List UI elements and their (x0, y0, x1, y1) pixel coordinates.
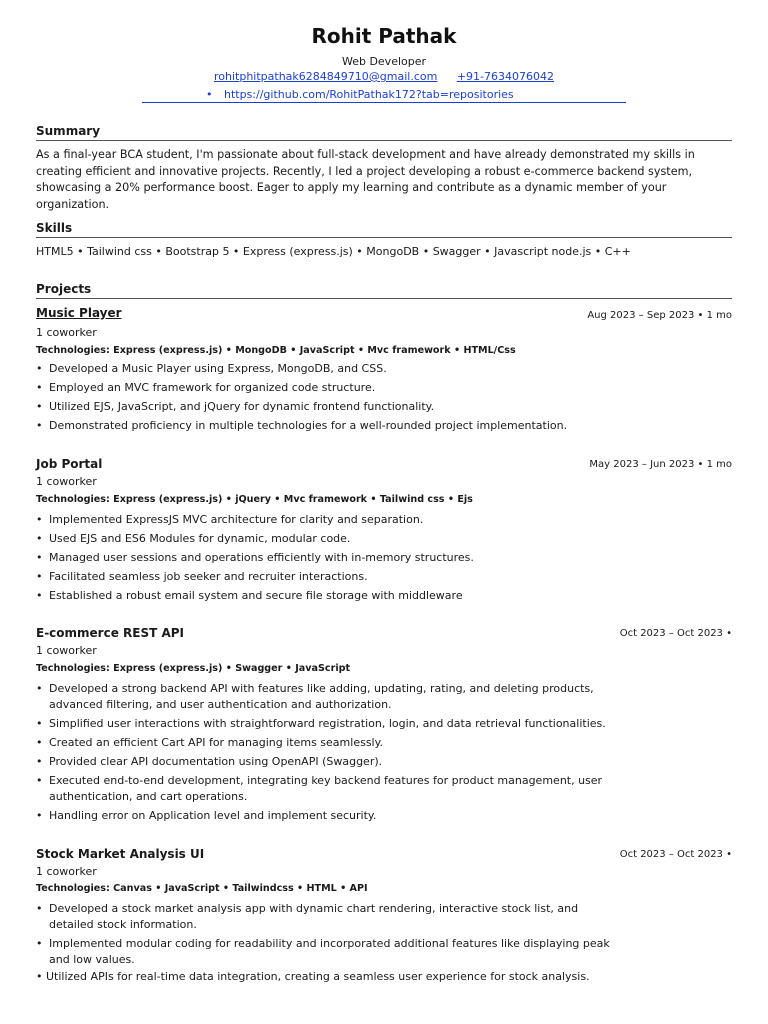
bullet-text: Facilitated seamless job seeker and recruiter interactions. (49, 570, 368, 583)
project-coworker: 1 coworker (36, 475, 97, 488)
list-item: • Executed end-to-end development, integrating key backend features for product management, user authentication, and cart operations. (36, 774, 603, 803)
project-bullets (36, 681, 616, 827)
list-item: • Facilitated seamless job seeker and recruiter interactions. (36, 570, 368, 583)
skills-text: HTML5 • Tailwind css • Bootstrap 5 • Express (express.js) • MongoDB • Swagger • Javascript node.js • C++ (36, 245, 631, 258)
project-technologies: Technologies: Express (express.js) • jQuery • Mvc framework • Tailwind css • Ejs (36, 494, 473, 505)
project-bullets (36, 901, 616, 971)
list-item: • Implemented ExpressJS MVC architecture for clarity and separation. (36, 513, 424, 526)
bullet-text: Developed a strong backend API with features like adding, updating, rating, and deleting products, advanced filtering, and user authentication and authorization. (49, 682, 594, 711)
project-coworker: 1 coworker (36, 326, 97, 339)
project-title: Music Player (36, 306, 122, 320)
bullet-text: Used EJS and ES6 Modules for dynamic, modular code. (49, 532, 351, 545)
bullet-text: Established a robust email system and secure file storage with middleware (49, 589, 463, 602)
list-item: • Provided clear API documentation using OpenAPI (Swagger). (36, 755, 383, 768)
list-item: • Developed a stock market analysis app with dynamic chart rendering, interactive stock list, and detailed stock information. (36, 902, 579, 931)
list-item: • Managed user sessions and operations efficiently with in-memory structures. (36, 551, 474, 564)
bullet-text: Developed a Music Player using Express, MongoDB, and CSS. (49, 362, 387, 375)
trailing-bullet-text: • Utilized APIs for real-time data integration, creating a seamless user experience for stock analysis. (36, 970, 590, 983)
project-bullets (36, 512, 636, 607)
email-link[interactable]: rohitphitpathak6284849710@gmail.com (214, 70, 438, 83)
project-technologies: Technologies: Express (express.js) • MongoDB • JavaScript • Mvc framework • HTML/Css (36, 345, 516, 356)
summary-heading: Summary (36, 124, 732, 141)
project-date: Oct 2023 – Oct 2023 • (619, 628, 732, 639)
phone-link[interactable]: +91-7634076042 (456, 70, 554, 83)
summary-text: As a final-year BCA student, I'm passionate about full-stack development and have already demonstrated my skills in creating efficient and innovative projects. Recently, I led a project developing a robust e-commerce backend system, showcasing a 20% performance boost. Eager to apply my learning and contribute as a dynamic member of your organization. (36, 148, 695, 211)
bullet-text: Utilized EJS, JavaScript, and jQuery for dynamic frontend functionality. (49, 400, 435, 413)
project-date: May 2023 – Jun 2023 • 1 mo (589, 459, 732, 470)
list-item: • Used EJS and ES6 Modules for dynamic, modular code. (36, 532, 351, 545)
list-item: • Developed a Music Player using Express, MongoDB, and CSS. (36, 362, 387, 375)
project-title: Job Portal (36, 457, 103, 471)
github-link-row[interactable] (142, 88, 626, 103)
project-technologies: Technologies: Express (express.js) • Swagger • JavaScript (36, 663, 351, 674)
list-item: • Handling error on Application level and implement security. (36, 809, 377, 822)
link-bullet: • (206, 88, 213, 101)
bullet-text: Employed an MVC framework for organized code structure. (49, 381, 376, 394)
list-item: • Demonstrated proficiency in multiple technologies for a well-rounded project implementation. (36, 419, 568, 432)
bullet-text: Executed end-to-end development, integrating key backend features for product management, user authentication, and cart operations. (49, 774, 603, 803)
bullet-text: Provided clear API documentation using OpenAPI (Swagger). (49, 755, 383, 768)
candidate-role: Web Developer (341, 55, 427, 68)
projects-heading: Projects (36, 282, 732, 299)
project-coworker: 1 coworker (36, 865, 97, 878)
bullet-text: Implemented modular coding for readability and incorporated additional features like displaying peak and low values. (49, 937, 610, 966)
project-technologies: Technologies: Canvas • JavaScript • Tailwindcss • HTML • API (36, 883, 368, 894)
project-coworker: 1 coworker (36, 644, 97, 657)
project-date: Aug 2023 – Sep 2023 • 1 mo (587, 310, 732, 321)
project-title: Stock Market Analysis UI (36, 847, 205, 861)
list-item: • Implemented modular coding for readability and incorporated additional features like displaying peak and low values. (36, 937, 610, 966)
list-item: • Employed an MVC framework for organized code structure. (36, 381, 376, 394)
list-item: • Created an efficient Cart API for managing items seamlessly. (36, 736, 384, 749)
list-item: • Developed a strong backend API with features like adding, updating, rating, and deleting products, advanced filtering, and user authentication and authorization. (36, 682, 594, 711)
bullet-text: Handling error on Application level and implement security. (49, 809, 377, 822)
project-bullets (36, 361, 636, 437)
list-item: • Established a robust email system and secure file storage with middleware (36, 589, 463, 602)
contact-row (36, 70, 732, 83)
project-title: E-commerce REST API (36, 626, 185, 640)
bullet-text: Managed user sessions and operations efficiently with in-memory structures. (49, 551, 474, 564)
candidate-name: Rohit Pathak (311, 24, 457, 48)
bullet-text: Demonstrated proficiency in multiple technologies for a well-rounded project implementation. (49, 419, 568, 432)
bullet-text: Created an efficient Cart API for managing items seamlessly. (49, 736, 384, 749)
bullet-text: Simplified user interactions with straightforward registration, login, and data retrieval functionalities. (49, 717, 606, 730)
project-date: Oct 2023 – Oct 2023 • (619, 849, 732, 860)
github-link[interactable]: https://github.com/RohitPathak172?tab=repositories (224, 88, 514, 101)
bullet-text: Developed a stock market analysis app with dynamic chart rendering, interactive stock list, and detailed stock information. (49, 902, 579, 931)
list-item: • Simplified user interactions with straightforward registration, login, and data retrieval functionalities. (36, 717, 606, 730)
skills-heading: Skills (36, 221, 732, 238)
bullet-text: Implemented ExpressJS MVC architecture for clarity and separation. (49, 513, 424, 526)
list-item: • Utilized EJS, JavaScript, and jQuery for dynamic frontend functionality. (36, 400, 435, 413)
